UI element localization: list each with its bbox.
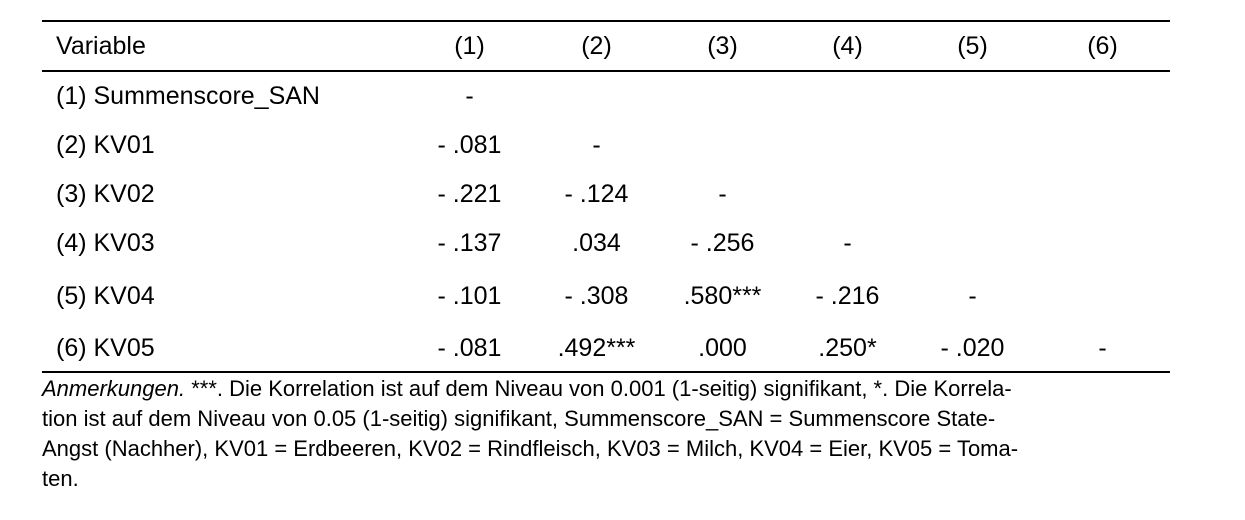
table-cell [785, 121, 910, 170]
table-cell: - .137 [437, 229, 502, 257]
row-label: (5) KV04 [56, 282, 155, 310]
table-cell: - [968, 282, 977, 310]
note-line-1 [42, 374, 1182, 404]
row-label: (6) KV05 [56, 333, 155, 362]
header-col-1: (1) [454, 31, 485, 60]
table-cell [910, 121, 1035, 170]
note-text: ***. Die Korrelation ist auf dem Niveau von 0.001 (1-seitig) signifikant, *. Die Korrela- [185, 376, 1012, 401]
table-row [42, 219, 1170, 268]
table-cell [1035, 121, 1170, 170]
table-cell: .492*** [557, 333, 636, 362]
table-cell [1035, 219, 1170, 268]
table-cell: - [592, 131, 601, 159]
table-cell [1035, 170, 1170, 219]
table-cell: - .124 [564, 180, 629, 208]
table-cell: - .221 [437, 180, 502, 208]
table-cell [533, 71, 660, 121]
table-cell [910, 71, 1035, 121]
table-cell: .250* [818, 333, 877, 362]
row-label: (4) KV03 [56, 229, 155, 257]
correlation-table [42, 20, 1170, 373]
table-row [42, 325, 1170, 372]
row-label: (1) Summenscore_SAN [56, 82, 320, 110]
table-row [42, 268, 1170, 325]
header-col-2: (2) [581, 31, 612, 60]
header-col-6: (6) [1087, 31, 1118, 60]
table-row [42, 121, 1170, 170]
table-cell: .034 [572, 229, 621, 257]
table-cell [910, 219, 1035, 268]
table-cell [660, 121, 785, 170]
table-cell [1035, 71, 1170, 121]
table-cell: - .216 [815, 282, 880, 310]
note-line-4: ten. [42, 466, 79, 491]
table-cell: - .020 [940, 333, 1005, 362]
correlation-table-container [42, 20, 1170, 373]
table-cell: - .256 [690, 229, 755, 257]
table-cell: - .081 [437, 131, 502, 159]
header-col-3: (3) [707, 31, 738, 60]
header-row [42, 21, 1170, 71]
table-cell [910, 170, 1035, 219]
table-cell: - .308 [564, 282, 629, 310]
table-note [42, 374, 1182, 494]
table-row [42, 71, 1170, 121]
note-line-3: Angst (Nachher), KV01 = Erdbeeren, KV02 = Rindfleisch, KV03 = Milch, KV04 = Eier, KV05 = Toma- [42, 436, 1019, 461]
note-line-2: tion ist auf dem Niveau von 0.05 (1-seitig) signifikant, Summenscore_SAN = Summenscore State- [42, 406, 996, 431]
table-cell: - .101 [437, 282, 502, 310]
table-cell: - [843, 229, 852, 257]
table-cell: - [1098, 333, 1107, 362]
header-variable: Variable [56, 31, 146, 60]
note-lead: Anmerkungen. [42, 376, 186, 401]
table-cell [785, 71, 910, 121]
table-cell: - [718, 180, 727, 208]
table-cell: .000 [698, 333, 747, 362]
header-col-5: (5) [957, 31, 988, 60]
header-col-4: (4) [832, 31, 863, 60]
table-cell: - [465, 82, 474, 110]
table-cell [660, 71, 785, 121]
table-row [42, 170, 1170, 219]
row-label: (2) KV01 [56, 131, 155, 159]
row-label: (3) KV02 [56, 180, 155, 208]
table-cell: .580*** [683, 282, 762, 310]
table-cell [785, 170, 910, 219]
table-cell [1035, 268, 1170, 325]
table-cell: - .081 [437, 333, 502, 362]
